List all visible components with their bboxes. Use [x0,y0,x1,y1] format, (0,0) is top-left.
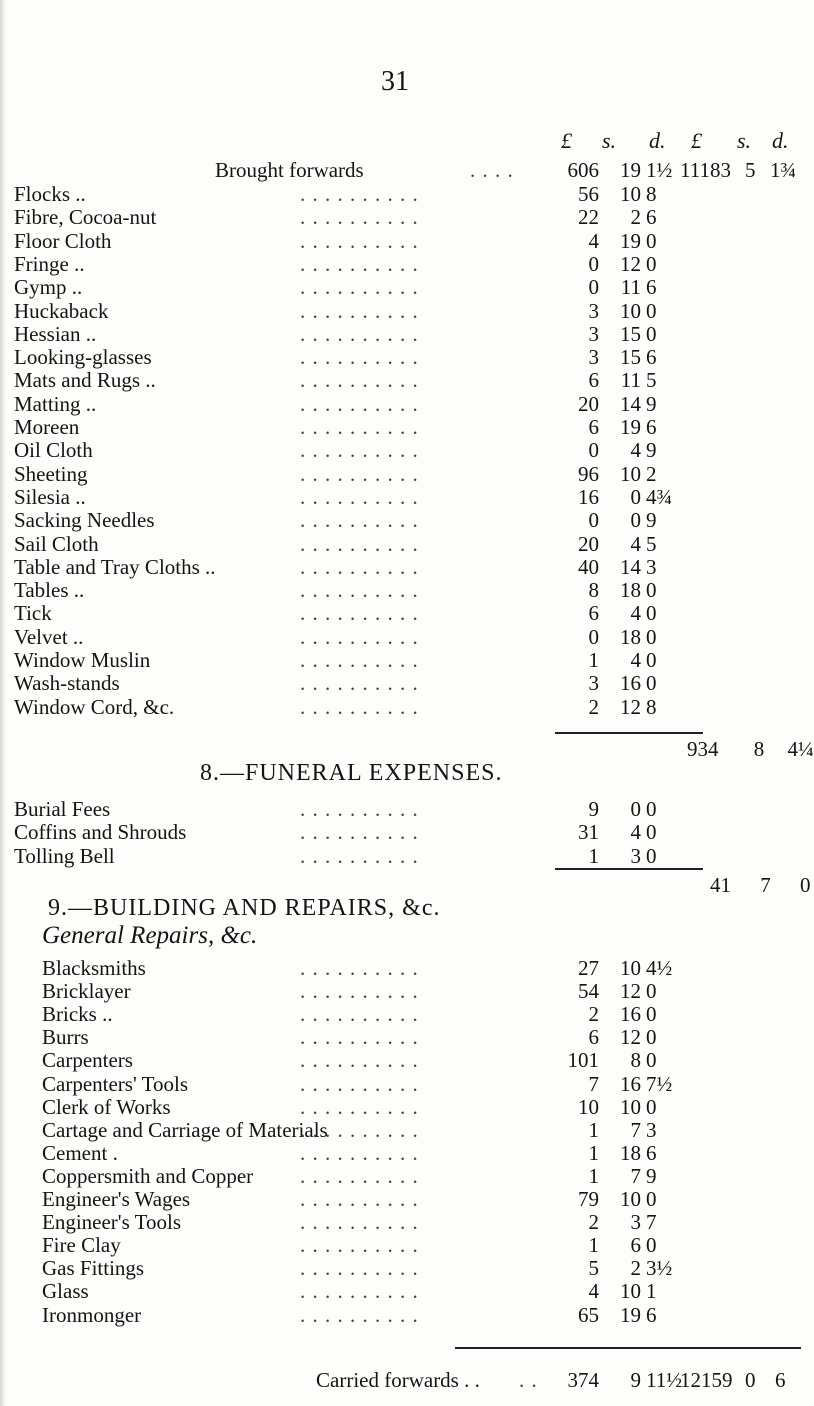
table-row: Window Muslin 1 4 0 . . . . . . . . . . [14,648,657,672]
row-shillings: 10 [620,298,641,323]
row-shillings: 14 [620,391,641,416]
row-label: Table and Tray Cloths .. [14,554,216,579]
row-shillings: 10 [620,182,641,206]
row-pence: 0 [646,648,657,672]
row-pounds: 22 [578,205,599,230]
table-row: Sail Cloth 20 4 5 . . . . . . . . . . [14,531,657,556]
table-row: Fibre, Cocoa-nut 22 2 6 . . . . . . . . . . [14,205,657,230]
row-shillings: 16 [620,671,641,696]
table-row: Cartage and Carriage of Materials 1 7 3 . . . . . . . . . . [42,1117,657,1142]
row-pounds: 40 [578,554,599,579]
table-row: Gas Fittings 5 2 3½ . . . . . . . . . . [42,1256,673,1281]
row-label: Flocks .. [14,182,86,206]
row-pence: 6 [646,205,657,230]
row-pounds: 6 [588,601,599,626]
table-row: Tick 6 4 0 . . . . . . . . . . [14,601,657,626]
row-shillings: 19 [620,228,641,253]
row-pounds: 6 [588,415,599,439]
row-pence: 0 [646,820,657,845]
brought-forward-pounds: 606 [567,158,599,182]
row-pounds: 7 [588,1071,599,1096]
row-pence: 0 [646,797,657,821]
row-pounds: 5 [588,1256,599,1281]
section8-total-pounds: 41 [710,873,731,897]
row-pounds: 0 [588,624,599,649]
row-shillings: 10 [620,1187,641,1211]
table-row: Bricklayer 54 12 0 . . . . . . . . . . [42,979,657,1004]
row-label: Clerk of Works [42,1094,171,1119]
row-pounds: 2 [588,1002,599,1027]
row-shillings: 19 [620,415,641,439]
row-shillings: 4 [630,531,641,556]
carried-forward-shillings: 9 [630,1368,641,1392]
table-row: Floor Cloth 4 19 0 . . . . . . . . . . [14,228,657,253]
row-pounds: 56 [578,182,599,206]
brought-forward-row: . . . . 606 19 1½ 11183 5 1¾ [470,158,797,182]
table-row: Coffins and Shrouds 31 4 0 . . . . . . . . . . [14,820,657,845]
row-label: Matting .. [14,391,97,416]
row-label: Silesia .. [14,484,86,509]
table-row: Oil Cloth 0 4 9 . . . . . . . . . . [14,438,657,463]
row-pounds: 6 [588,1025,599,1050]
section8-total-pence: 0 [800,873,811,897]
row-label: Bricklayer [42,979,131,1004]
row-pounds: 1 [588,1233,599,1258]
table-row: Mats and Rugs .. 6 11 5 . . . . . . . . . . [14,368,657,393]
table-row: Matting .. 20 14 9 . . . . . . . . . . [14,391,657,416]
row-pounds: 2 [588,694,599,719]
row-label: Window Muslin [14,648,151,672]
row-shillings: 18 [620,578,641,603]
row-pounds: 16 [578,484,599,509]
row-label: Coffins and Shrouds [14,820,187,845]
carried-forward-pence: 11½ [646,1368,682,1392]
pounds-header: £ [561,128,572,153]
row-shillings: 19 [620,1302,641,1327]
row-label: Sail Cloth [14,531,99,556]
row-label: Burial Fees [14,797,111,821]
row-label: Blacksmiths [42,956,146,980]
section7-total-pence: 4¼ [787,737,814,761]
row-shillings: 14 [620,554,641,579]
row-shillings: 16 [620,1071,641,1096]
row-shillings: 8 [630,1048,641,1073]
section7-total-pounds: 934 [687,737,719,761]
row-pounds: 0 [588,438,599,463]
section7-total [687,737,814,762]
row-pence: 5 [646,368,657,393]
table-row: Gymp .. 0 11 6 . . . . . . . . . . [14,275,657,300]
table-row: Velvet .. 0 18 0 . . . . . . . . . . [14,624,657,649]
row-pounds: 101 [567,1048,599,1073]
row-pence: 0 [646,228,657,253]
row-pence: 9 [646,391,657,416]
row-shillings: 18 [620,1140,641,1165]
row-pence: 0 [646,298,657,323]
shillings-total-header: s. [737,128,752,153]
row-pounds: 3 [588,671,599,696]
row-pounds: 1 [588,1140,599,1165]
row-label: Huckaback [14,298,109,323]
row-pounds: 4 [588,1279,599,1304]
row-pence: 6 [646,415,657,439]
row-pounds: 1 [588,1117,599,1142]
row-pence: 9 [646,438,657,463]
table-row: Fringe .. 0 12 0 . . . . . . . . . . [14,251,657,276]
section7-rule [555,732,703,734]
table-row: Tolling Bell 1 3 0 . . . . . . . . . . [14,843,657,868]
row-pounds: 27 [578,956,599,980]
section8-total [710,873,811,898]
row-pounds: 1 [588,1163,599,1188]
brought-forward-pence: 1½ [646,158,673,182]
row-label: Wash-stands [14,671,120,696]
row-pounds: 54 [578,979,599,1004]
row-shillings: 12 [620,694,641,719]
table-row: Huckaback 3 10 0 . . . . . . . . . . [14,298,657,323]
row-shillings: 11 [620,368,641,393]
row-label: Burrs [42,1025,89,1050]
row-pence: 6 [646,345,657,370]
row-pence: 7½ [646,1071,673,1096]
row-shillings: 4 [630,601,641,626]
table-row: Silesia .. 16 0 4¾ . . . . . . . . . . [14,484,673,509]
row-shillings: 10 [620,1279,641,1304]
row-shillings: 12 [620,1025,641,1050]
table-row: Ironmonger 65 19 6 . . . . . . . . . . [42,1302,657,1327]
table-row: Cement . 1 18 6 . . . . . . . . . . [42,1140,657,1165]
row-label: Engineer's Wages [42,1187,191,1211]
row-pence: 4¾ [646,484,673,509]
row-pounds: 6 [588,368,599,393]
row-shillings: 7 [630,1163,641,1188]
row-pounds: 1 [588,843,599,868]
row-shillings: 4 [630,438,641,463]
row-pence: 1 [646,1279,657,1304]
row-pounds: 0 [588,275,599,300]
row-pounds: 20 [578,531,599,556]
row-label: Coppersmith and Copper [42,1163,254,1188]
table-row: Window Cord, &c. 2 12 8 . . . . . . . . . . [14,694,657,719]
row-shillings: 10 [620,461,641,486]
table-row: Wash-stands 3 16 0 . . . . . . . . . . [14,671,657,696]
carried-forward-total-pence: 6 [775,1368,786,1392]
table-row: Bricks .. 2 16 0 . . . . . . . . . . [42,1002,657,1027]
row-pence: 3 [646,1117,657,1142]
table-row: Engineer's Wages 79 10 0 . . . . . . . . . . [42,1187,657,1211]
table-row: Burrs 6 12 0 . . . . . . . . . . [42,1025,657,1050]
row-shillings: 6 [630,1233,641,1258]
row-label: Carpenters' Tools [42,1071,188,1096]
row-pence: 8 [646,694,657,719]
brought-forward-total-shillings: 5 [745,158,756,182]
row-pence: 0 [646,1187,657,1211]
row-label: Looking-glasses [14,345,152,370]
row-label: Bricks .. [42,1002,113,1027]
row-shillings: 10 [620,956,641,980]
brought-forward-total-pence: 1¾ [770,158,797,182]
row-pence: 3 [646,554,657,579]
row-pounds: 9 [588,797,599,821]
table-row: Moreen 6 19 6 . . . . . . . . . . [14,415,657,439]
row-label: Cartage and Carriage of Materials [42,1117,328,1142]
table-row: Table and Tray Cloths .. 40 14 3 . . . . . . . . . . [14,554,657,579]
row-shillings: 2 [630,205,641,230]
row-pence: 0 [646,1094,657,1119]
row-label: Carpenters [42,1048,133,1073]
row-label: Fire Clay [42,1233,121,1258]
table-row: Blacksmiths 27 10 4½ . . . . . . . . . . [42,956,673,980]
carried-forward-row: . . 374 9 11½ 12159 0 6 [519,1368,786,1392]
row-shillings: 18 [620,624,641,649]
table-row: Sacking Needles 0 0 9 . . . . . . . . . . [14,508,657,533]
row-shillings: 2 [630,1256,641,1281]
carried-forward-label: Carried forwards . . [316,1368,480,1392]
row-label: Engineer's Tools [42,1210,181,1235]
pounds-total-header: £ [691,128,702,153]
row-pence: 9 [646,508,657,533]
row-label: Fibre, Cocoa-nut [14,205,157,230]
row-pence: 6 [646,1302,657,1327]
row-shillings: 15 [620,321,641,346]
row-pence: 0 [646,1048,657,1073]
row-pence: 3½ [646,1256,673,1281]
table-row: Carpenters 101 8 0 . . . . . . . . . . [42,1048,657,1073]
row-shillings: 3 [630,843,641,868]
section9-title: 9.—BUILDING AND REPAIRS, &c. [48,895,441,921]
table-row: Engineer's Tools 2 3 7 . . . . . . . . . . [42,1210,657,1235]
table-row: Fire Clay 1 6 0 . . . . . . . . . . [42,1233,657,1258]
row-shillings: 4 [630,648,641,672]
row-pence: 0 [646,1025,657,1050]
row-pounds: 4 [588,228,599,253]
carried-forward-total-pounds: 12159 [680,1368,733,1392]
table-row: Looking-glasses 3 15 6 . . . . . . . . . . [14,345,657,370]
row-label: Gymp .. [14,275,83,300]
brought-forward-shillings: 19 [620,158,641,182]
page-number: 31 [381,66,409,97]
row-label: Hessian .. [14,321,97,346]
row-label: Glass [42,1279,89,1304]
row-shillings: 12 [620,979,641,1004]
row-pence: 6 [646,275,657,300]
carried-forward-total-shillings: 0 [745,1368,756,1392]
row-pounds: 10 [578,1094,599,1119]
row-pence: 0 [646,979,657,1004]
row-pounds: 2 [588,1210,599,1235]
row-shillings: 16 [620,1002,641,1027]
row-label: Floor Cloth [14,228,112,253]
table-row: Hessian .. 3 15 0 . . . . . . . . . . [14,321,657,346]
row-pence: 2 [646,461,657,486]
table-row: Clerk of Works 10 10 0 . . . . . . . . . . [42,1094,657,1119]
row-pence: 0 [646,1233,657,1258]
row-pounds: 79 [578,1187,599,1211]
brought-forward-total-pounds: 11183 [680,158,731,182]
row-pence: 7 [646,1210,657,1235]
row-label: Moreen [14,415,80,439]
section8-rule [555,868,703,870]
row-pence: 0 [646,601,657,626]
row-shillings: 7 [630,1117,641,1142]
table-row: Sheeting 96 10 2 . . . . . . . . . . [14,461,657,486]
row-pence: 0 [646,624,657,649]
pence-header: d. [649,128,666,153]
row-pence: 0 [646,671,657,696]
row-shillings: 0 [630,484,641,509]
row-pence: 9 [646,1163,657,1188]
row-shillings: 15 [620,345,641,370]
row-label: Window Cord, &c. [14,694,175,719]
row-shillings: 4 [630,820,641,845]
row-pence: 6 [646,1140,657,1165]
row-pounds: 20 [578,391,599,416]
carried-forward-pounds: 374 [567,1368,599,1392]
table-row: Burial Fees 9 0 0 . . . . . . . . . . [14,797,657,821]
row-label: Sacking Needles [14,508,155,533]
row-label: Oil Cloth [14,438,93,463]
table-row: Tables .. 8 18 0 . . . . . . . . . . [14,578,657,603]
row-pounds: 96 [578,461,599,486]
row-pounds: 0 [588,508,599,533]
row-shillings: 11 [620,275,641,300]
row-pence: 4½ [646,956,673,980]
row-label: Sheeting [14,461,88,486]
row-shillings: 0 [630,508,641,533]
row-shillings: 0 [630,797,641,821]
row-label: Velvet .. [14,624,84,649]
brought-forward-label: Brought forwards [215,158,364,182]
row-label: Ironmonger [42,1302,142,1327]
row-pence: 0 [646,321,657,346]
row-pounds: 65 [578,1302,599,1327]
section8-title: 8.—FUNERAL EXPENSES. [200,760,503,786]
row-shillings: 10 [620,1094,641,1119]
row-pence: 8 [646,182,657,206]
row-pounds: 3 [588,321,599,346]
row-pence: 5 [646,531,657,556]
row-label: Cement . [42,1140,118,1165]
row-pence: 0 [646,1002,657,1027]
row-pence: 0 [646,843,657,868]
row-label: Fringe .. [14,251,85,276]
row-label: Tick [14,601,52,626]
table-row: Carpenters' Tools 7 16 7½ . . . . . . . . . . [42,1071,673,1096]
table-row: Coppersmith and Copper 1 7 9 . . . . . . . . . . [42,1163,657,1188]
row-pounds: 3 [588,345,599,370]
table-row: Flocks .. 56 10 8 . . . . . . . . . . [14,182,657,206]
carried-forward-rule [455,1347,801,1349]
row-pence: 0 [646,251,657,276]
row-pounds: 0 [588,251,599,276]
row-pounds: 8 [588,578,599,603]
row-label: Gas Fittings [42,1256,145,1281]
row-pence: 0 [646,578,657,603]
row-label: Tables .. [14,578,85,603]
section7-total-shillings: 8 [753,737,765,761]
section8-total-shillings: 7 [760,873,771,897]
shillings-header: s. [602,128,617,153]
row-pounds: 31 [578,820,599,845]
section9-subtitle: General Repairs, &c. [42,922,258,949]
pence-total-header: d. [772,128,789,153]
row-label: Tolling Bell [14,843,115,868]
table-row: Glass 4 10 1 . . . . . . . . . . [42,1279,657,1304]
row-pounds: 3 [588,298,599,323]
row-shillings: 3 [630,1210,641,1235]
row-shillings: 12 [620,251,641,276]
row-label: Mats and Rugs .. [14,368,156,393]
row-pounds: 1 [588,648,599,672]
